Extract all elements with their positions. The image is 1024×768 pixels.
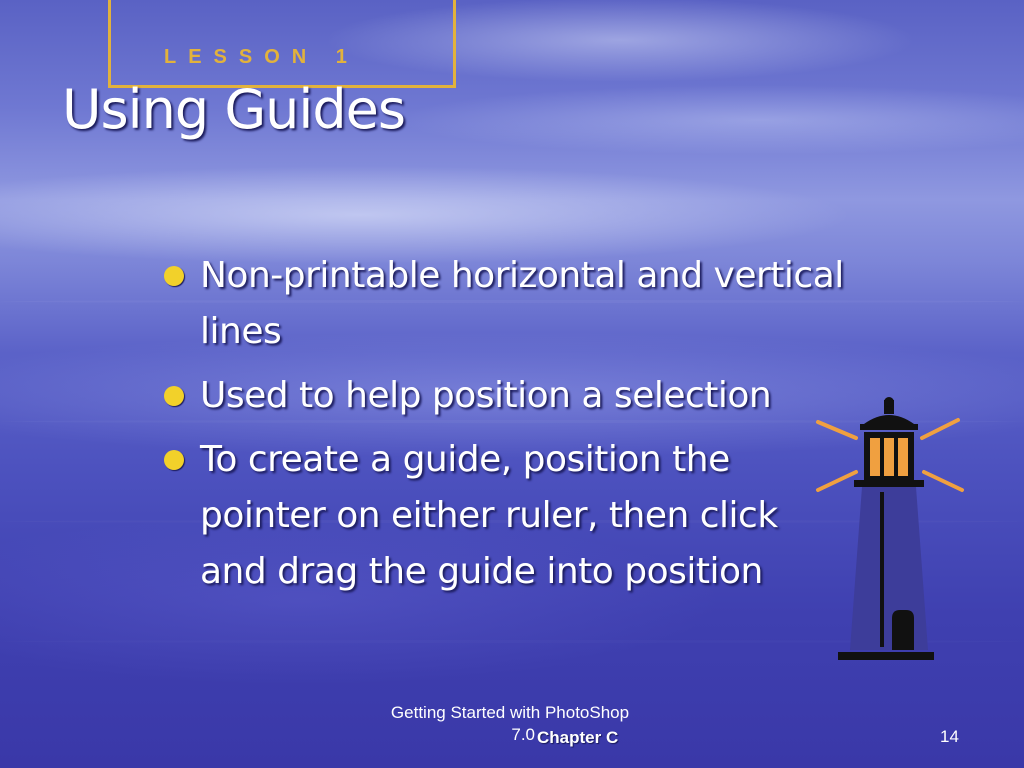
lesson-label: LESSON 1 (164, 46, 359, 68)
bullet-text: Used to help position a selection (200, 375, 772, 416)
bullet-text: Non-printable horizontal and vertical lines (200, 255, 844, 352)
bullet-item (164, 368, 864, 424)
lesson-frame (108, 0, 456, 88)
page-number: 14 (940, 727, 959, 746)
bullet-item (164, 432, 820, 600)
footer-line1: Getting Started with PhotoShop (390, 703, 630, 722)
lighthouse-icon (808, 392, 978, 668)
footer-chapter: Chapter C (537, 728, 619, 747)
bullet-dot-icon (164, 450, 184, 470)
bullet-list (164, 248, 864, 608)
bullet-dot-icon (164, 266, 184, 286)
slide-title: Using Guides (62, 78, 406, 141)
footer-line2: 7.0 (511, 725, 535, 744)
bullet-text: To create a guide, position the pointer on either ruler, then click and drag the guide into position (200, 439, 778, 592)
bullet-item (164, 248, 864, 360)
bullet-dot-icon (164, 386, 184, 406)
